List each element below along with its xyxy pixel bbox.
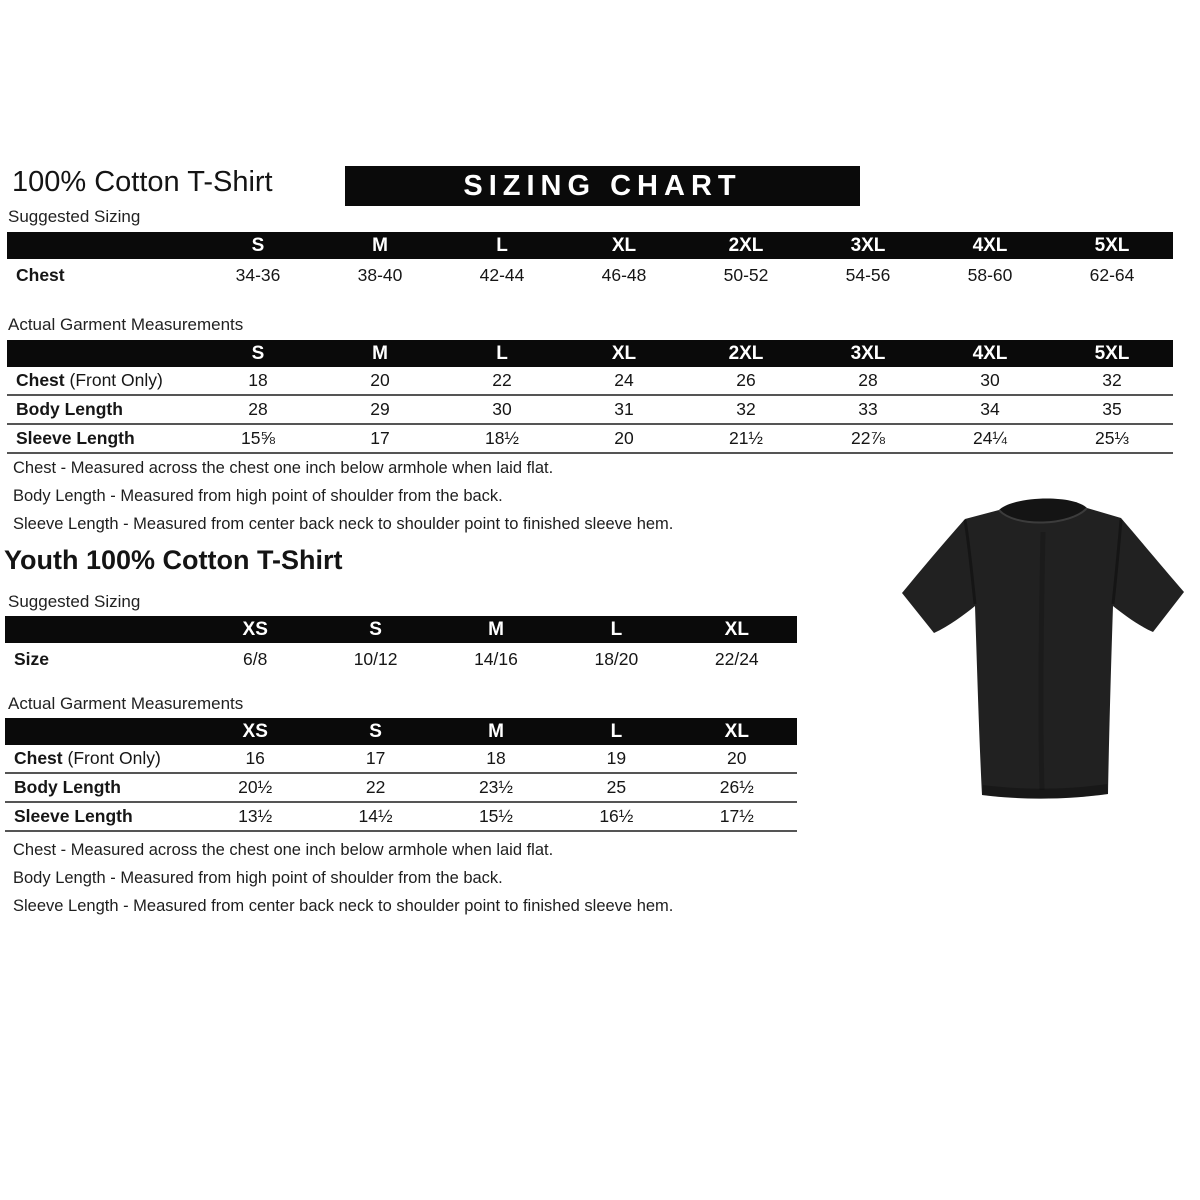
cell-value: 28 — [197, 395, 319, 424]
row-label: Body Length — [5, 773, 195, 802]
note-sleeve-length: Sleeve Length - Measured from center back neck to shoulder point to finished sleeve hem. — [13, 897, 674, 915]
size-column-header: L — [441, 340, 563, 367]
cell-value: 20 — [319, 367, 441, 395]
row-label: Size — [14, 648, 50, 669]
cell-value: 18½ — [441, 424, 563, 453]
size-column-header: M — [436, 718, 556, 745]
size-column-header: 4XL — [929, 340, 1051, 367]
table-header-corner — [5, 718, 195, 745]
note-chest: Chest - Measured across the chest one inch below armhole when laid flat. — [13, 459, 554, 477]
cell-value: 18 — [436, 745, 556, 773]
youth-actual-measurements-label: Actual Garment Measurements — [8, 694, 244, 713]
adult-actual-measurements-label: Actual Garment Measurements — [8, 315, 244, 334]
cell-value: 6/8 — [243, 648, 268, 669]
table-row-size — [5, 643, 797, 675]
cell-value: 25⅓ — [1051, 424, 1173, 453]
cell-value: 15⅝ — [197, 424, 319, 453]
cell-value: 30 — [441, 395, 563, 424]
size-column-header: L — [441, 232, 563, 259]
table-header-row — [7, 232, 1173, 259]
size-column-header: S — [197, 340, 319, 367]
cell-value: 20 — [563, 424, 685, 453]
cell-value: 14½ — [315, 802, 435, 831]
cell-value: 42-44 — [479, 264, 525, 285]
table-header-row — [5, 616, 797, 643]
cell-value: 14/16 — [474, 648, 518, 669]
cell-value: 17 — [315, 745, 435, 773]
size-column-header: 4XL — [929, 232, 1051, 259]
cell-value: 62-64 — [1089, 264, 1135, 285]
size-column-header: 2XL — [685, 232, 807, 259]
row-label: Chest — [16, 264, 65, 285]
cell-value: 32 — [1051, 367, 1173, 395]
youth-section-title: Youth 100% Cotton T-Shirt — [4, 545, 343, 575]
table-header-corner — [5, 616, 195, 643]
page-title: 100% Cotton T-Shirt — [12, 166, 273, 198]
youth-suggested-sizing-label: Suggested Sizing — [8, 592, 141, 611]
size-column-header: XL — [677, 616, 797, 643]
size-column-header: XL — [563, 340, 685, 367]
size-column-header: 2XL — [685, 340, 807, 367]
cell-value: 30 — [929, 367, 1051, 395]
cell-value: 32 — [685, 395, 807, 424]
table-row-chest — [5, 745, 797, 773]
cell-value: 23½ — [436, 773, 556, 802]
page-header — [12, 164, 1192, 206]
row-label: Chest (Front Only) — [5, 745, 195, 773]
cell-value: 18 — [197, 367, 319, 395]
cell-value: 26 — [685, 367, 807, 395]
cell-value: 22⅞ — [807, 424, 929, 453]
cell-value: 19 — [556, 745, 676, 773]
cell-value: 34-36 — [235, 264, 281, 285]
size-column-header: 5XL — [1051, 232, 1173, 259]
row-label: Body Length — [7, 395, 197, 424]
size-column-header: M — [319, 232, 441, 259]
youth-suggested-sizing-table — [5, 616, 797, 675]
size-column-header: 3XL — [807, 232, 929, 259]
cell-value: 20 — [677, 745, 797, 773]
cell-value: 38-40 — [357, 264, 403, 285]
size-column-header: L — [556, 616, 676, 643]
row-label: Sleeve Length — [7, 424, 197, 453]
adult-suggested-sizing-table — [7, 232, 1173, 291]
cell-value: 22 — [441, 367, 563, 395]
size-column-header: XL — [563, 232, 685, 259]
cell-value: 22 — [315, 773, 435, 802]
tshirt-graphic — [893, 486, 1193, 806]
table-row-chest — [7, 259, 1173, 291]
cell-value: 29 — [319, 395, 441, 424]
cell-value: 20½ — [195, 773, 315, 802]
cell-value: 54-56 — [845, 264, 891, 285]
table-header-row — [5, 718, 797, 745]
sizing-chart-banner: SIZING CHART — [345, 166, 860, 206]
cell-value: 26½ — [677, 773, 797, 802]
table-row-body-length — [5, 773, 797, 802]
note-body-length: Body Length - Measured from high point of shoulder from the back. — [13, 869, 503, 887]
cell-value: 17½ — [677, 802, 797, 831]
cell-value: 16 — [195, 745, 315, 773]
cell-value: 58-60 — [967, 264, 1013, 285]
size-column-header: S — [197, 232, 319, 259]
size-column-header: 5XL — [1051, 340, 1173, 367]
cell-value: 34 — [929, 395, 1051, 424]
cell-value: 21½ — [685, 424, 807, 453]
cell-value: 28 — [807, 367, 929, 395]
row-label: Sleeve Length — [5, 802, 195, 831]
cell-value: 50-52 — [723, 264, 769, 285]
size-column-header: XS — [195, 718, 315, 745]
table-header-corner — [7, 340, 197, 367]
black-tshirt-image — [893, 486, 1193, 806]
table-row-sleeve-length — [7, 424, 1173, 453]
cell-value: 25 — [556, 773, 676, 802]
size-column-header: XS — [195, 616, 315, 643]
table-row-body-length — [7, 395, 1173, 424]
cell-value: 16½ — [556, 802, 676, 831]
tshirt-wrinkle — [1041, 532, 1043, 790]
cell-value: 10/12 — [353, 648, 398, 669]
adult-measurement-notes — [13, 459, 673, 543]
cell-value: 35 — [1051, 395, 1173, 424]
cell-value: 13½ — [195, 802, 315, 831]
size-column-header: XL — [677, 718, 797, 745]
cell-value: 24¼ — [929, 424, 1051, 453]
size-column-header: L — [556, 718, 676, 745]
cell-value: 17 — [319, 424, 441, 453]
youth-actual-measurements-table — [5, 718, 797, 832]
cell-value: 18/20 — [594, 648, 639, 669]
size-column-header: M — [319, 340, 441, 367]
table-row-chest — [7, 367, 1173, 395]
table-row-sleeve-length — [5, 802, 797, 831]
cell-value: 46-48 — [601, 264, 647, 285]
size-column-header: 3XL — [807, 340, 929, 367]
note-sleeve-length: Sleeve Length - Measured from center back neck to shoulder point to finished sleeve hem. — [13, 515, 674, 533]
row-label: Chest (Front Only) — [7, 367, 197, 395]
cell-value: 33 — [807, 395, 929, 424]
youth-measurement-notes — [13, 841, 673, 925]
table-header-row — [7, 340, 1173, 367]
cell-value: 24 — [563, 367, 685, 395]
note-body-length: Body Length - Measured from high point of shoulder from the back. — [13, 487, 503, 505]
adult-actual-measurements-table — [7, 340, 1173, 454]
size-column-header: S — [315, 718, 435, 745]
note-chest: Chest - Measured across the chest one inch below armhole when laid flat. — [13, 841, 554, 859]
adult-suggested-sizing-label: Suggested Sizing — [8, 207, 141, 226]
size-column-header: S — [315, 616, 435, 643]
table-header-corner — [7, 232, 197, 259]
cell-value: 22/24 — [714, 648, 759, 669]
size-column-header: M — [436, 616, 556, 643]
cell-value: 31 — [563, 395, 685, 424]
cell-value: 15½ — [436, 802, 556, 831]
